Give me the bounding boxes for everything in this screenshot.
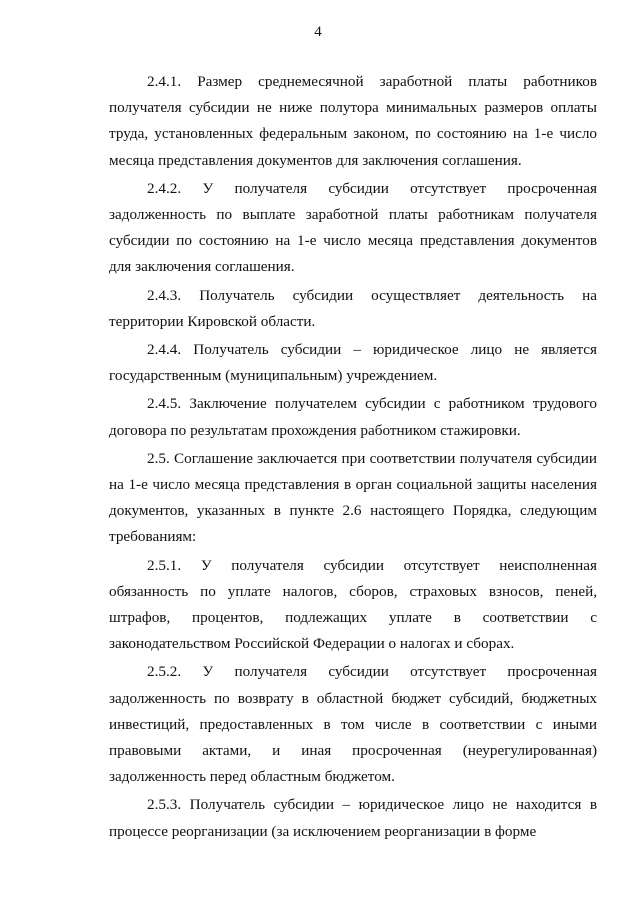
paragraph-2-5-3: 2.5.3. Получатель субсидии – юридическое лицо не находится в процессе реорганизации (за исключением реорганизации в форме xyxy=(109,796,597,840)
paragraph-2-5: 2.5. Соглашение заключается при соответствии получателя субсидии на 1-е число месяца представления в орган социальной защиты населения документов, указанных в пункте 2.6 настоящего Порядка, следующим требованиям: xyxy=(109,449,597,546)
paragraph-2-4-5: 2.4.5. Заключение получателем субсидии с работником трудового договора по результатам прохождения работником стажировки. xyxy=(109,395,597,439)
document-body xyxy=(109,69,597,847)
paragraph-2-4-2: 2.4.2. У получателя субсидии отсутствует просроченная задолженность по выплате заработной платы работникам получателя субсидии по состоянию на 1-е число месяца представления документов для заключения соглашения. xyxy=(109,179,597,276)
paragraph-2-4-1: 2.4.1. Размер среднемесячной заработной платы работников получателя субсидии не ниже полутора минимальных размеров оплаты труда, установленных федеральным законом, по состоянию на 1-е число месяца представления документов для заключения соглашения. xyxy=(109,73,597,169)
page-number: 4 xyxy=(314,24,322,40)
paragraph-2-4-3: 2.4.3. Получатель субсидии осуществляет деятельность на территории Кировской области. xyxy=(109,286,597,330)
paragraph-2-5-1: 2.5.1. У получателя субсидии отсутствует неисполненная обязанность по уплате налогов, сборов, страховых взносов, пеней, штрафов, процентов, подлежащих уплате в соответствии с законодательством Российской Федерации о налогах и сборах. xyxy=(109,556,597,653)
paragraph-2-4-4: 2.4.4. Получатель субсидии – юридическое лицо не является государственным (муниципальным) учреждением. xyxy=(109,341,597,385)
paragraph-2-5-2: 2.5.2. У получателя субсидии отсутствует просроченная задолженность по возврату в областной бюджет субсидий, бюджетных инвестиций, предоставленных в том числе в соответствии с иными правовыми актами, и иная просроченная (неурегулированная) задолженность перед областным бюджетом. xyxy=(109,663,597,786)
